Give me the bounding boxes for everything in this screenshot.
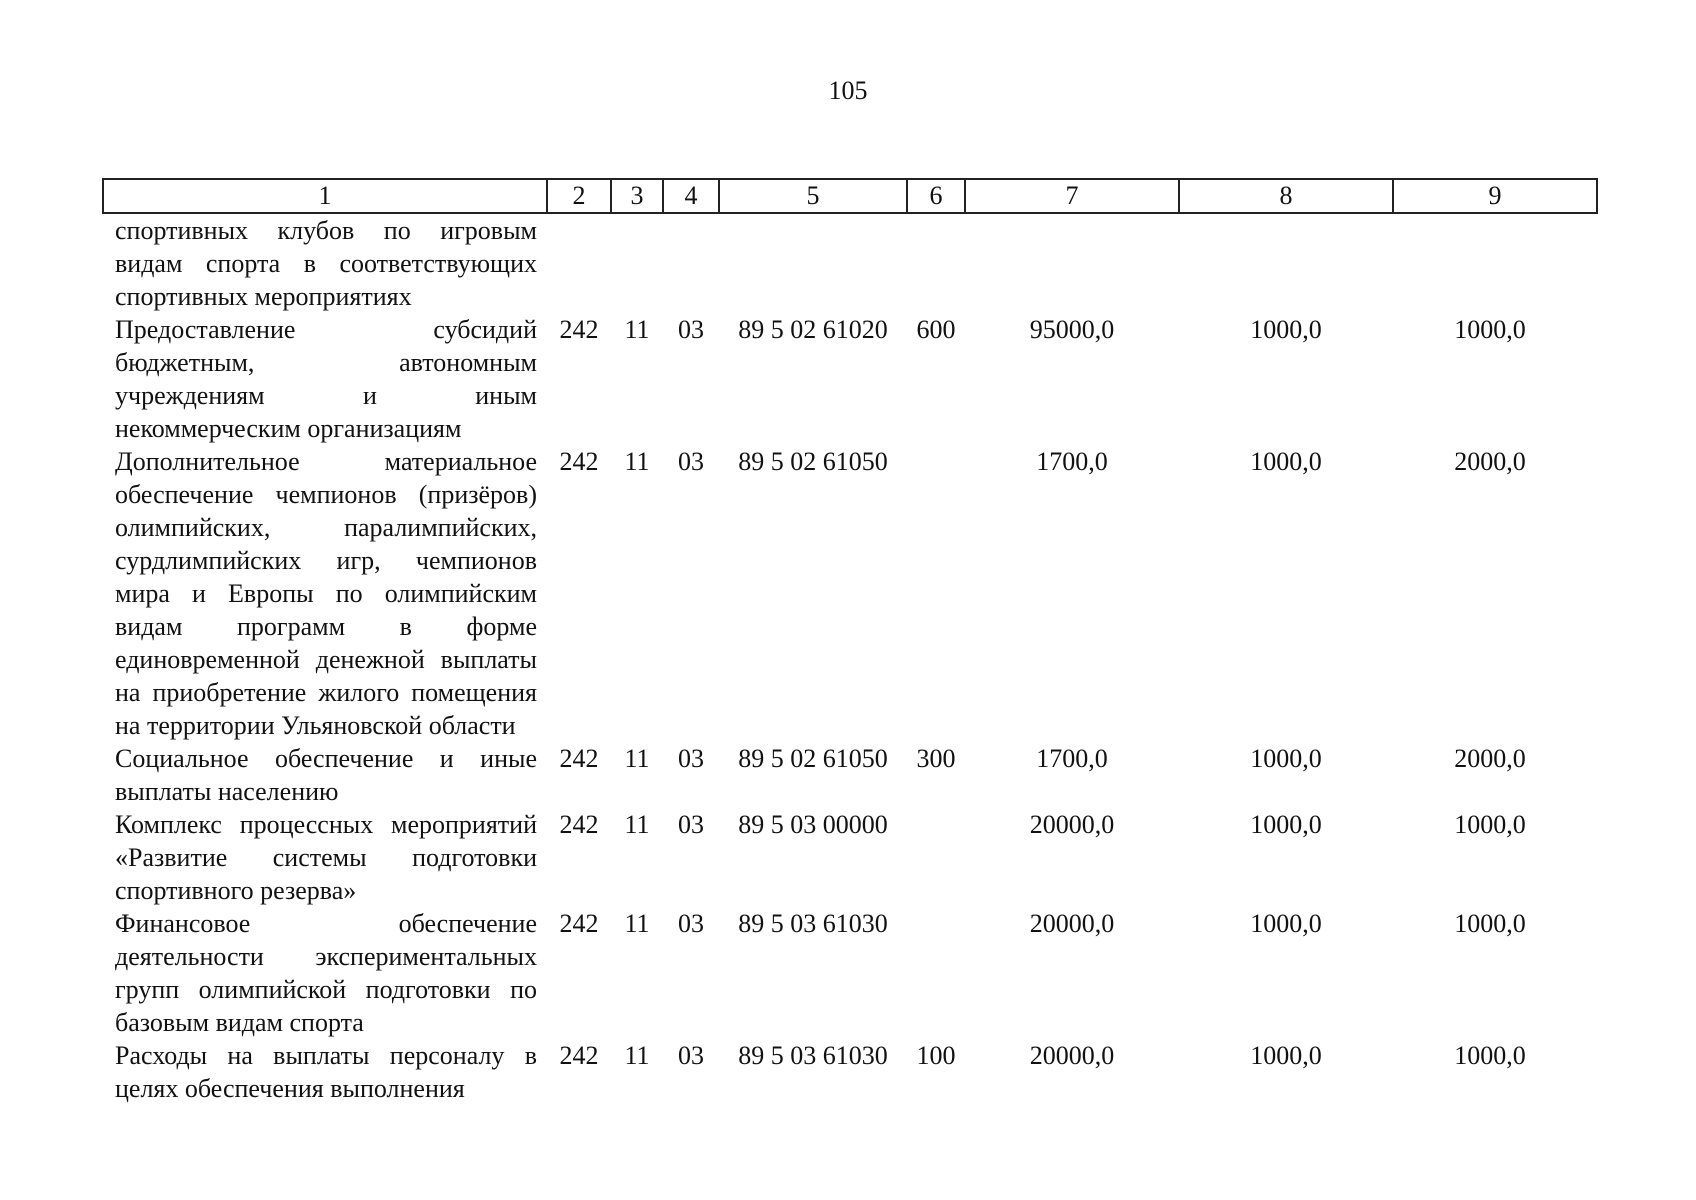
cell-c4 (663, 213, 719, 313)
table-row (103, 808, 1597, 907)
cell-c7: 20000,0 (1029, 1041, 1115, 1070)
cell-c5: 89 5 03 61030 (738, 1041, 888, 1070)
cell-c6: 600 (916, 315, 956, 344)
cell-c5: 89 5 03 00000 (738, 810, 888, 839)
cell-c5: 89 5 02 61050 (738, 447, 888, 476)
row-name: Расходы на выплаты персоналу в целях обеспечения выполнения (115, 1041, 537, 1103)
cell-c6: 300 (916, 744, 956, 773)
cell-c9: 2000,0 (1454, 447, 1526, 476)
cell-c3: 11 (624, 810, 650, 839)
column-header-6: 6 (907, 179, 965, 213)
cell-c8: 1000,0 (1250, 1041, 1322, 1070)
table-row (103, 1039, 1597, 1105)
header-row (103, 179, 1597, 213)
cell-c9: 1000,0 (1454, 1041, 1526, 1070)
cell-c4: 03 (678, 1041, 704, 1070)
cell-c2: 242 (559, 1041, 599, 1070)
column-header-5: 5 (719, 179, 907, 213)
cell-c2: 242 (559, 315, 599, 344)
cell-c7: 20000,0 (1029, 810, 1115, 839)
table-row (103, 445, 1597, 742)
cell-c2: 242 (559, 744, 599, 773)
cell-c7: 1700,0 (1036, 744, 1108, 773)
column-header-9: 9 (1393, 179, 1597, 213)
cell-c5: 89 5 02 61020 (738, 315, 888, 344)
cell-c6 (907, 213, 965, 313)
table-row (103, 313, 1597, 445)
cell-c5: 89 5 03 61030 (738, 909, 888, 938)
cell-c8: 1000,0 (1250, 447, 1322, 476)
cell-c8 (1179, 213, 1393, 313)
cell-c4: 03 (678, 744, 704, 773)
cell-c7: 1700,0 (1036, 447, 1108, 476)
cell-c3 (611, 213, 663, 313)
cell-c4: 03 (678, 909, 704, 938)
column-header-2: 2 (547, 179, 611, 213)
column-header-7: 7 (965, 179, 1179, 213)
cell-c6 (907, 907, 965, 1039)
cell-c7 (965, 213, 1179, 313)
column-header-4: 4 (663, 179, 719, 213)
row-name: Социальное обеспечение и иные выплаты населению (115, 744, 537, 806)
cell-c3: 11 (624, 744, 650, 773)
cell-c3: 11 (624, 447, 650, 476)
budget-table (102, 178, 1598, 1105)
column-header-3: 3 (611, 179, 663, 213)
row-name: спортивных клубов по игровым видам спорта в соответствующих спортивных мероприятиях (115, 216, 537, 311)
table-row (103, 907, 1597, 1039)
cell-c3: 11 (624, 315, 650, 344)
row-name: Финансовое обеспечение деятельности экспериментальных групп олимпийской подготовки по базовым видам спорта (115, 909, 537, 1037)
cell-c6 (907, 808, 965, 907)
cell-c8: 1000,0 (1250, 315, 1322, 344)
cell-c9: 1000,0 (1454, 810, 1526, 839)
column-header-8: 8 (1179, 179, 1393, 213)
page-number: 105 (828, 76, 868, 105)
cell-c9: 1000,0 (1454, 315, 1526, 344)
table-row (103, 742, 1597, 808)
column-header-1: 1 (103, 179, 547, 213)
cell-c9: 2000,0 (1454, 744, 1526, 773)
cell-c6 (907, 445, 965, 742)
cell-c4: 03 (678, 810, 704, 839)
row-name: Предоставление субсидий бюджетным, автономным учреждениям и иным некоммерческим организациям (115, 315, 537, 443)
cell-c4: 03 (678, 315, 704, 344)
cell-c5 (719, 213, 907, 313)
row-name: Комплекс процессных мероприятий «Развитие системы подготовки спортивного резерва» (115, 810, 537, 905)
row-name: Дополнительное материальное обеспечение чемпионов (призёров) олимпийских, паралимпийских, сурдлимпийских игр, чемпионов мира и Европы по олимпийским видам программ в форме единовременной денежной выплаты на приобретение жилого помещения на территории Ульяновской области (115, 447, 537, 740)
cell-c3: 11 (624, 1041, 650, 1070)
cell-c8: 1000,0 (1250, 810, 1322, 839)
table-body (103, 213, 1597, 1105)
table-row (103, 213, 1597, 313)
cell-c9: 1000,0 (1454, 909, 1526, 938)
cell-c3: 11 (624, 909, 650, 938)
cell-c5: 89 5 02 61050 (738, 744, 888, 773)
cell-c8: 1000,0 (1250, 909, 1322, 938)
table-header (103, 179, 1597, 213)
cell-c7: 95000,0 (1029, 315, 1115, 344)
cell-c2: 242 (559, 810, 599, 839)
cell-c8: 1000,0 (1250, 744, 1322, 773)
cell-c2: 242 (559, 447, 599, 476)
cell-c9 (1393, 213, 1597, 313)
cell-c6: 100 (916, 1041, 956, 1070)
cell-c7: 20000,0 (1029, 909, 1115, 938)
cell-c2: 242 (559, 909, 599, 938)
cell-c2 (547, 213, 611, 313)
cell-c4: 03 (678, 447, 704, 476)
